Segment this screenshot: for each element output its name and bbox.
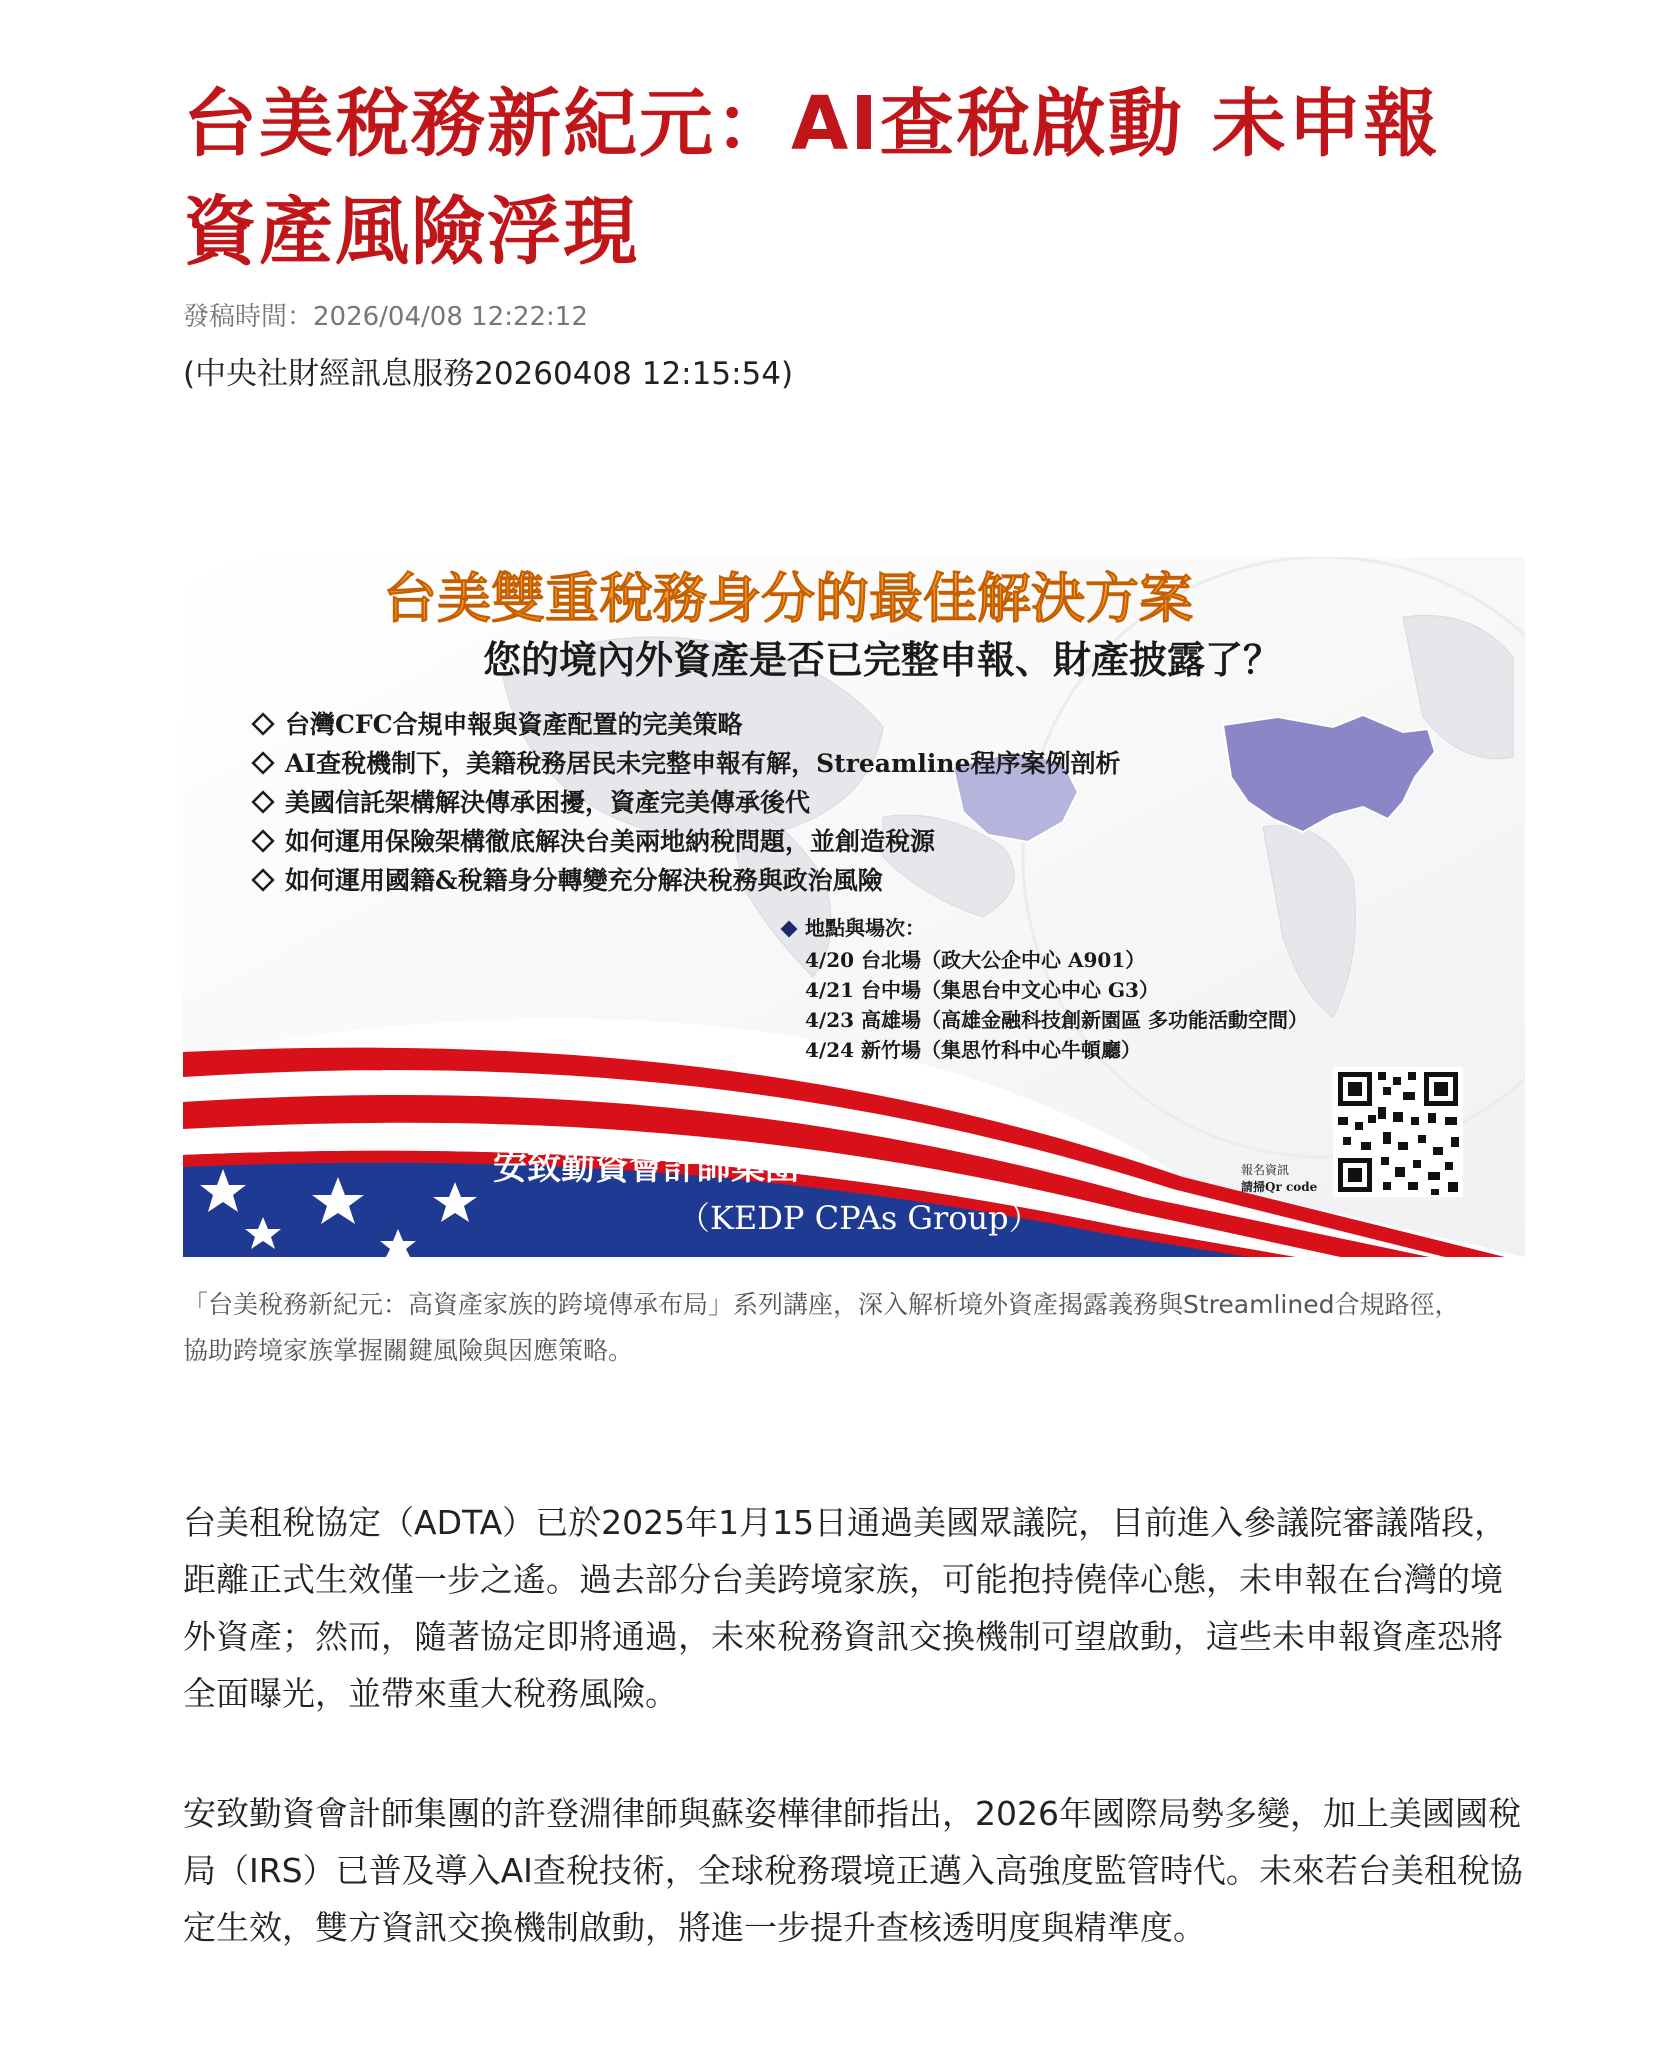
qr-code-image[interactable] bbox=[1333, 1067, 1463, 1197]
article-paragraph: 安致勤資會計師集團的許登淵律師與蘇姿樺律師指出，2026年國際局勢多變，加上美國國稅局（IRS）已普及導入AI查稅技術，全球稅務環境正邁入高強度監管時代。未來若台美租稅協定生效，雙方資訊交換機制啟動，將進一步提升查核透明度與精準度。 bbox=[183, 1794, 1523, 1947]
venue-item: 4/23 高雄場（高雄金融科技創新園區 多功能活動空間） bbox=[805, 1008, 1308, 1032]
poster-bullet-text: 台灣CFC合規申報與資產配置的完美策略 bbox=[285, 710, 743, 739]
poster-bullet-item bbox=[253, 827, 936, 856]
org-name-en: （KEDP CPAs Group） bbox=[678, 1199, 1041, 1237]
qr-label-line1: 報名資訊 bbox=[1241, 1163, 1290, 1177]
org-name: 安致勤資會計師集團 bbox=[493, 1148, 799, 1188]
poster-bullet-item bbox=[253, 788, 810, 817]
poster-bullet-item bbox=[253, 866, 882, 895]
poster-title: 台美雙重稅務身分的最佳解決方案 bbox=[383, 566, 1193, 630]
poster-bullet-text: AI查稅機制下，美籍稅務居民未完整申報有解，Streamline程序案例剖析 bbox=[285, 749, 1121, 778]
poster-bullet-text: 美國信託架構解決傳承困擾，資產完美傳承後代 bbox=[285, 788, 811, 817]
poster-bullet-item bbox=[253, 749, 1120, 778]
venue-item: 4/24 新竹場（集思竹科中心牛頓廳） bbox=[805, 1038, 1142, 1062]
poster-bullet-item bbox=[253, 710, 743, 739]
article-title: 台美稅務新紀元：AI查稅啟動 未申報資產風險浮現 bbox=[183, 81, 1440, 275]
venue-item: 4/20 台北場（政大公企中心 A901） bbox=[805, 948, 1146, 972]
image-caption: 「台美稅務新紀元：高資產家族的跨境傳承布局」系列講座，深入解析境外資產揭露義務與Streamlined合規路徑，協助跨境家族掌握關鍵風險與因應策略。 bbox=[183, 1290, 1460, 1365]
news-source: (中央社財經訊息服務20260408 12:15:54) bbox=[183, 356, 794, 392]
article-paragraph: 台美租稅協定（ADTA）已於2025年1月15日通過美國眾議院，目前進入參議院審議階段，距離正式生效僅一步之遙。過去部分台美跨境家族，可能抱持僥倖心態，未申報在台灣的境外資產；然而，隨著協定即將通過，未來稅務資訊交換機制可望啟動，這些未申報資產恐將全面曝光，並帶來重大稅務風險。 bbox=[183, 1503, 1508, 1713]
event-poster-image bbox=[183, 557, 1525, 1257]
qr-label-line2: 請掃Qr code bbox=[1241, 1180, 1318, 1194]
publish-time: 發稿時間：2026/04/08 12:22:12 bbox=[183, 302, 588, 332]
poster-bullet-text: 如何運用國籍&稅籍身分轉變充分解決稅務與政治風險 bbox=[285, 866, 883, 895]
venue-item: 4/21 台中場（集思台中文心中心 G3） bbox=[805, 978, 1159, 1002]
poster-subtitle: 您的境內外資產是否已完整申報、財產披露了？ bbox=[483, 637, 1282, 682]
poster-bullet-text: 如何運用保險架構徹底解決台美兩地納稅問題，並創造稅源 bbox=[285, 827, 936, 856]
venue-heading: 地點與場次： bbox=[805, 916, 925, 940]
